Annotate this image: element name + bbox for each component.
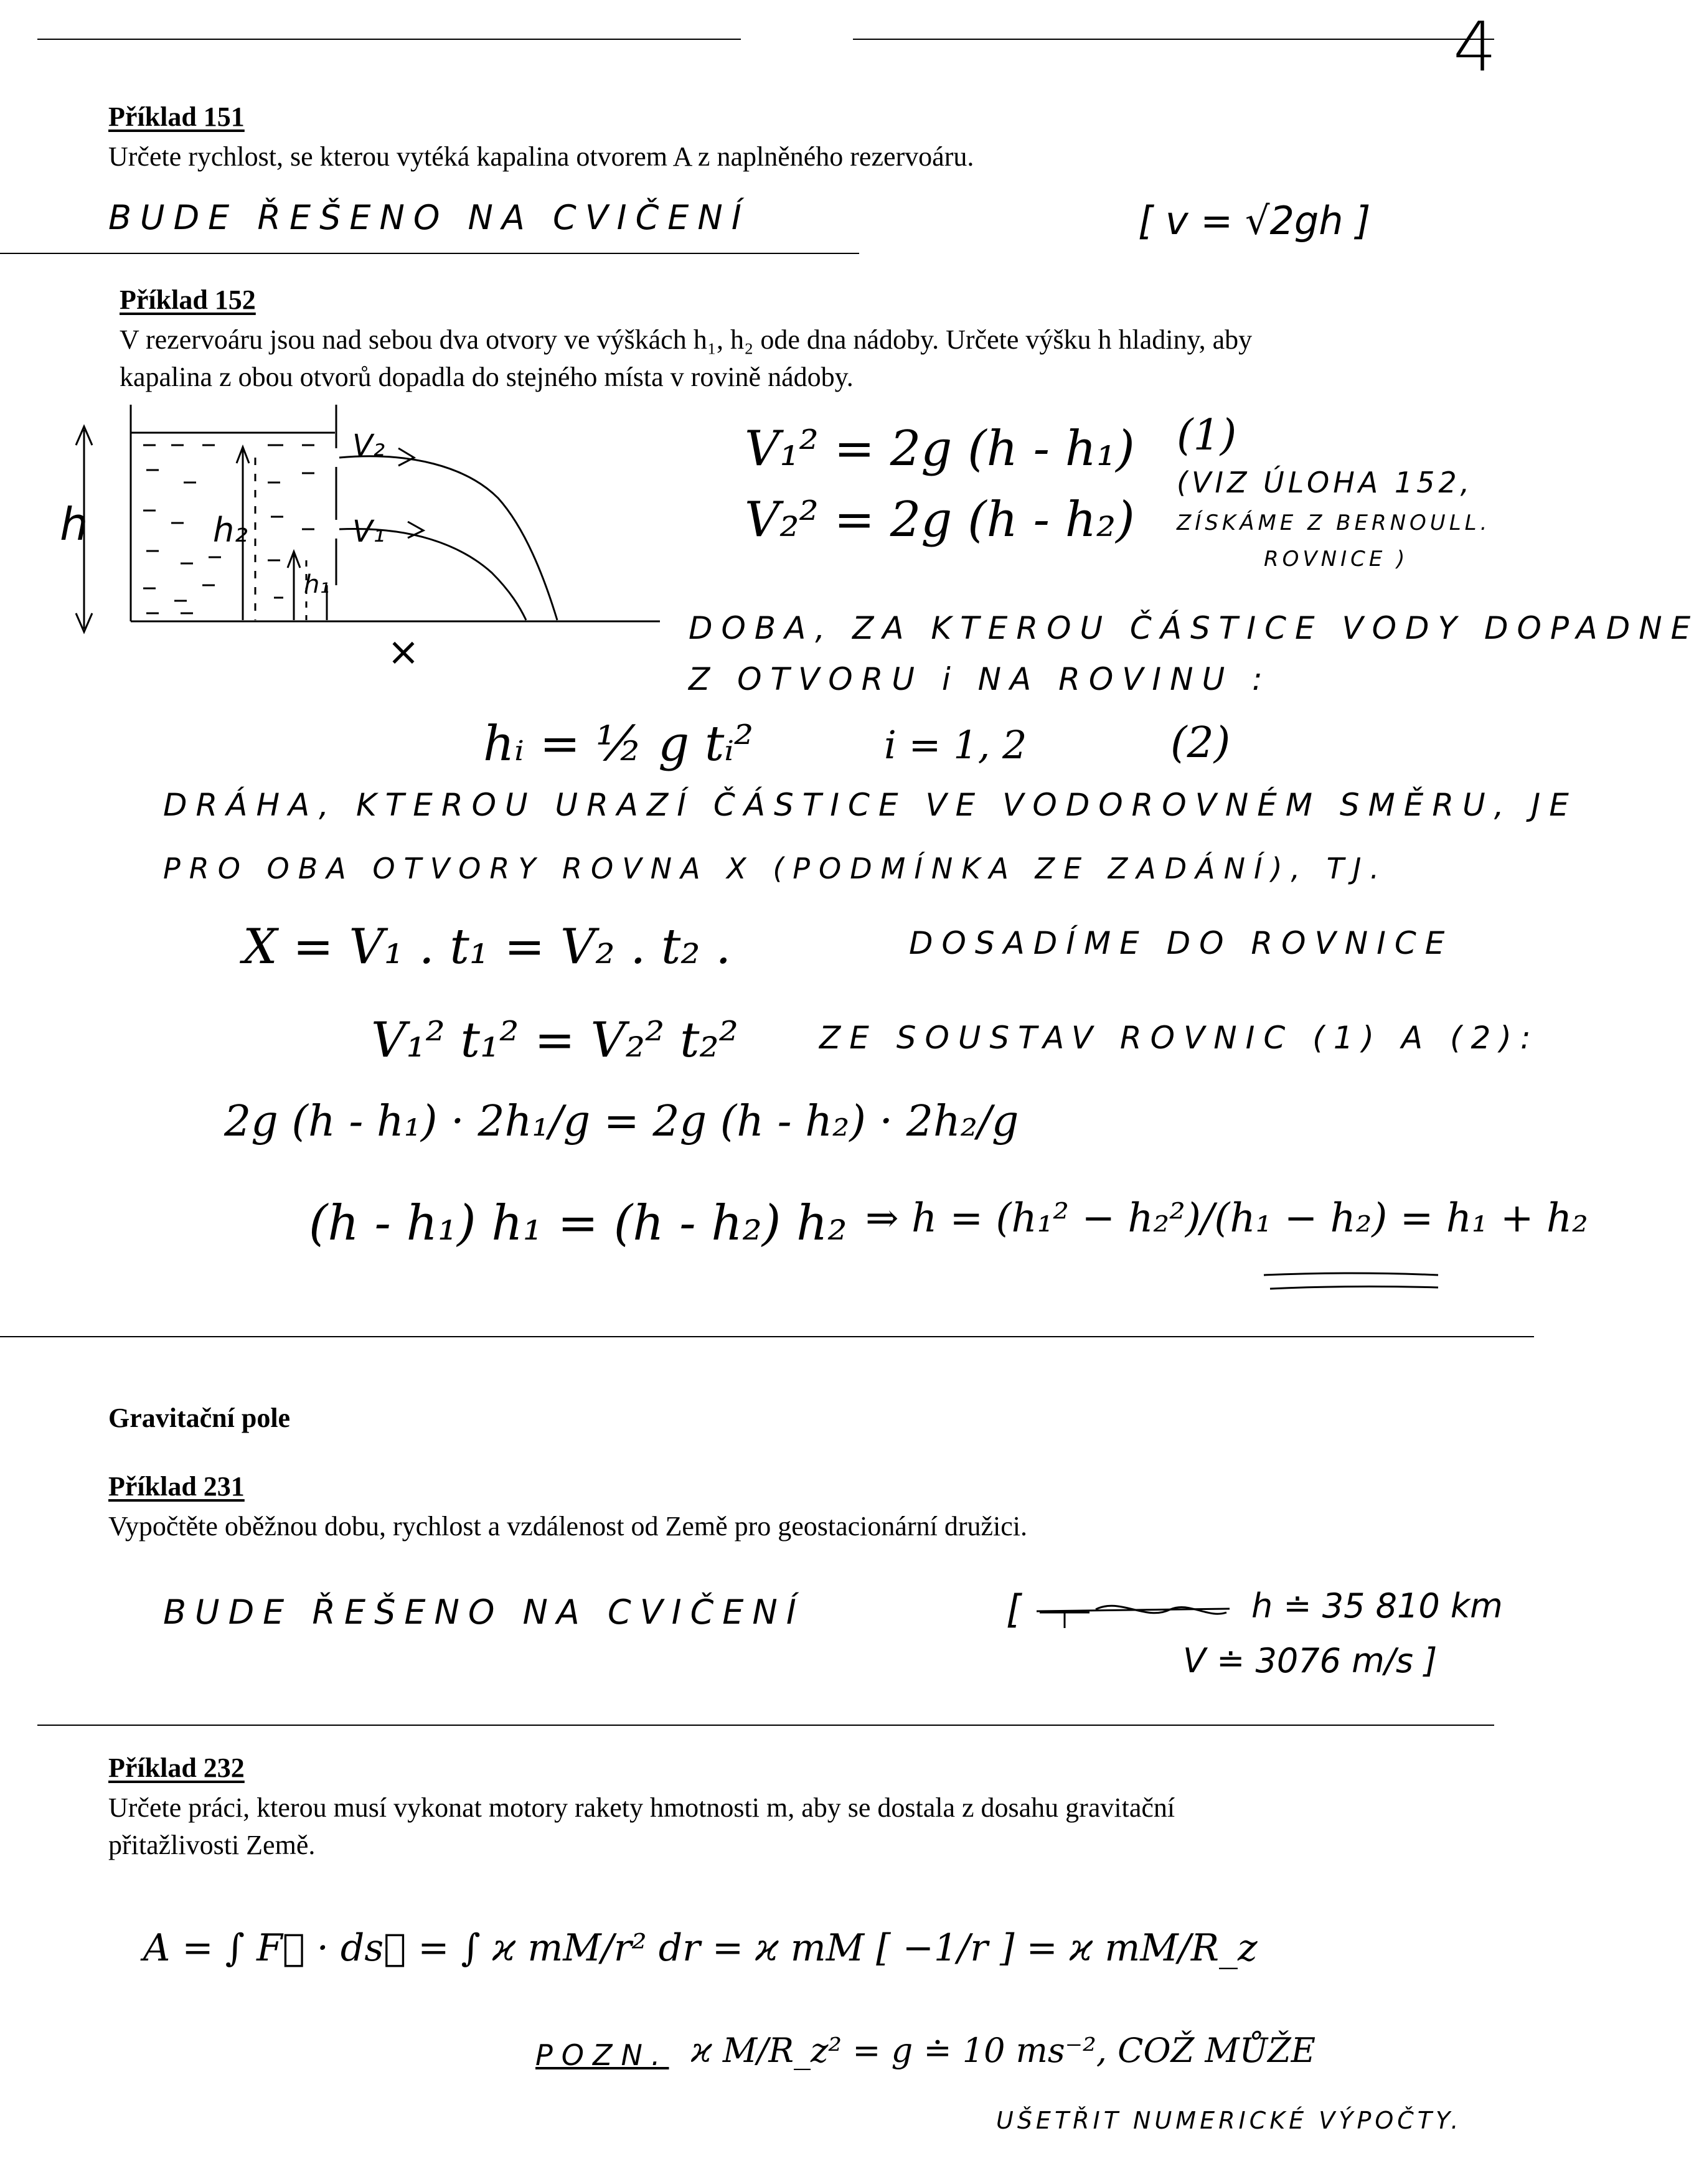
example-151-title: Příklad 151 <box>108 101 245 132</box>
example-231-answer-2: V ≐ 3076 m/s ] <box>1183 1641 1438 1680</box>
rule-151 <box>0 253 859 254</box>
eq-1b: V₂² = 2g (h - h₂) <box>745 492 1135 548</box>
example-151-answer: [ v = √2gh ] <box>1138 198 1371 243</box>
example-232-title: Příklad 232 <box>108 1753 245 1783</box>
eq-6: (h - h₁) h₁ = (h - h₂) h₂ <box>309 1195 847 1251</box>
example-232-task-line1: Určete práci, kterou musí vykonat motory rakety hmotnosti m, aby se dostala z dosahu gravitační <box>108 1792 1175 1823</box>
example-151-task: Určete rychlost, se kterou vytéká kapalina otvorem A z naplněného rezervoáru. <box>108 141 974 172</box>
eq-5: 2g (h - h₁) · 2h₁/g = 2g (h - h₂) · 2h₂/g <box>224 1097 1019 1146</box>
eq-1-tag: (1) <box>1177 411 1237 460</box>
eq-work: A = ∫ F⃗ · ds⃗ = ∫ ϰ mM/r² dr = ϰ mM [ −1/r ] = ϰ mM/R_z <box>143 1926 1258 1970</box>
eq-2: hᵢ = ½ g tᵢ² <box>483 716 754 772</box>
top-rule-right <box>853 39 1494 40</box>
eq-1a: V₁² = 2g (h - h₁) <box>745 421 1135 477</box>
example-232-task-line2: přitažlivosti Země. <box>108 1830 316 1860</box>
example-231-note: BUDE ŘEŠENO NA CVIČENÍ <box>163 1593 805 1632</box>
eq-2-tag: (2) <box>1170 718 1231 768</box>
text-path-2: PRO OBA OTVORY ROVNA X (PODMÍNKA ZE ZADÁNÍ), TJ. <box>163 852 1388 885</box>
rule-152 <box>0 1336 1534 1337</box>
eq-3: X = V₁ . t₁ = V₂ . t₂ . <box>243 919 732 975</box>
diagram-label-h1: h₁ <box>304 570 330 599</box>
section-gravity: Gravitační pole <box>108 1403 291 1433</box>
result-underline <box>1258 1270 1444 1295</box>
remark-label: POZN. <box>535 2038 669 2072</box>
example-231-task: Vypočtěte oběžnou dobu, rychlost a vzdálenost od Země pro geostacionární družici. <box>108 1511 1027 1542</box>
eq-6-result: ⇒ h = (h₁² − h₂²)/(h₁ − h₂) = h₁ + h₂ <box>865 1195 1588 1241</box>
text-substitute: DOSADÍME DO ROVNICE <box>909 925 1454 961</box>
text-time-1: DOBA, ZA KTEROU ČÁSTICE VODY DOPADNE <box>689 610 1699 646</box>
example-152-title: Příklad 152 <box>120 285 256 315</box>
text-path-1: DRÁHA, KTEROU URAZÍ ČÁSTICE VE VODOROVNÉM SMĚRU, JE <box>163 787 1578 823</box>
example-231-answer-1: h ≐ 35 810 km <box>1251 1586 1503 1626</box>
eq-4: V₁² t₁² = V₂² t₂² <box>371 1012 739 1068</box>
diagram-label-x: × <box>387 629 420 674</box>
remark-line2: UŠETŘIT NUMERICKÉ VÝPOČTY. <box>996 2107 1462 2134</box>
example-151-note: BUDE ŘEŠENO NA CVIČENÍ <box>108 198 750 237</box>
eq-2-index: i = 1, 2 <box>884 722 1027 768</box>
diagram-label-h: h <box>60 498 88 550</box>
side-note-3: ROVNICE ) <box>1264 547 1409 572</box>
diagram-label-v2: V₂ <box>352 428 385 463</box>
text-time-2: Z OTVORU i NA ROVINU : <box>689 661 1271 697</box>
top-rule-left <box>37 39 741 40</box>
bracket-231: [ <box>1006 1586 1022 1632</box>
diagram-label-v1: V₁ <box>352 514 385 549</box>
remark-eq: ϰ M/R_z² = g ≐ 10 ms⁻², COŽ MŮŽE <box>691 2031 1316 2070</box>
example-152-task-line2: kapalina z obou otvorů dopadla do stejného místa v rovině nádoby. <box>120 362 854 392</box>
text-systems: ZE SOUSTAV ROVNIC (1) A (2): <box>819 1020 1540 1056</box>
example-152-task-line1: V rezervoáru jsou nad sebou dva otvory ve výškách h₁, h₂ ode dna nádoby. Určete výšku h hladiny, aby <box>120 324 1253 355</box>
side-note-1: (VIZ ÚLOHA 152, <box>1177 466 1474 499</box>
diagram-label-h2: h₂ <box>213 511 248 550</box>
crossed-out-text <box>1033 1594 1233 1631</box>
side-note-2: ZÍSKÁME Z BERNOULL. <box>1177 511 1491 535</box>
page-number: 4 <box>1453 7 1497 87</box>
rule-231 <box>37 1725 1494 1726</box>
example-231-title: Příklad 231 <box>108 1471 245 1502</box>
